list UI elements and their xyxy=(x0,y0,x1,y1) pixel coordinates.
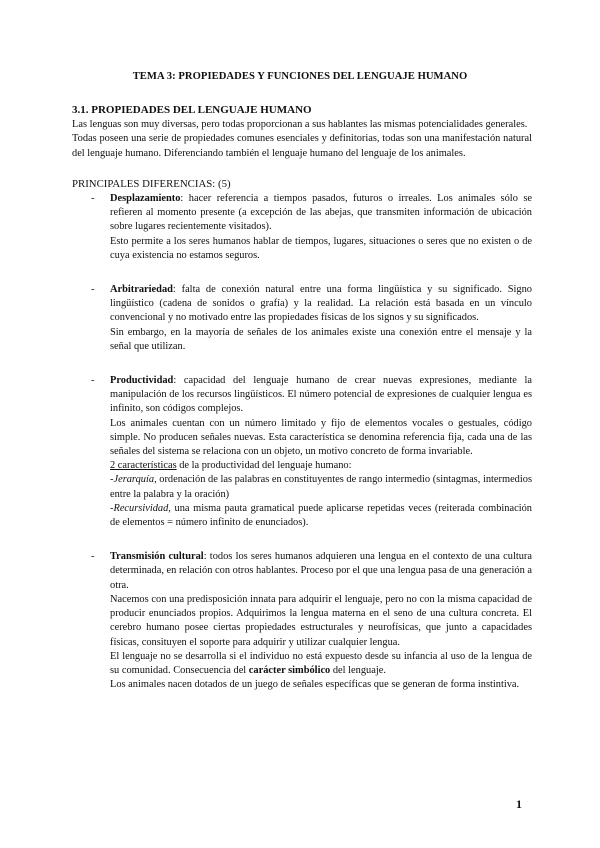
sub-item-term: Jerarquía xyxy=(113,474,155,486)
item-definition xyxy=(110,283,532,326)
symbolic-after: del lenguaje. xyxy=(330,664,386,676)
item-term: Arbitrariedad xyxy=(110,284,173,296)
page-number: 1 xyxy=(516,797,522,811)
item-term: Desplazamiento xyxy=(110,193,181,205)
document-title: TEMA 3: PROPIEDADES Y FUNCIONES DEL LENGUAJE HUMANO xyxy=(132,71,468,82)
item-term: Productividad xyxy=(110,375,174,387)
item-definition-text: : hacer referencia a tiempos pasados, futuros o irreales. Los animales sólo se refieren al momento presente (a excepción de las abejas, que transmiten información de ubicación sobre lugares recientemente visitados). xyxy=(110,193,532,233)
list-item-desplazamiento xyxy=(72,192,532,263)
symbolic-before: El lenguaje no se desarrolla si el individuo no está expuesto desde su infancia al uso de la lengua de su comunidad. Consecuencia del xyxy=(110,650,532,676)
list-item-productividad xyxy=(72,374,532,530)
list-dash: - xyxy=(91,551,95,563)
differences-heading: PRINCIPALES DIFERENCIAS: (5) xyxy=(72,177,231,190)
item-term: Transmisión cultural xyxy=(110,551,204,563)
item-definition-text: : falta de conexión natural entre una forma lingüística y su significado. Signo lingüístico (cadena de sonidos o grafía) y la realidad. La relación está basada en un vínculo convencional y no motivado entre las propiedades físicas de los signos y su significados. xyxy=(110,284,532,324)
characteristics-label: 2 características xyxy=(110,460,177,472)
sub-item-text: , una misma pauta gramatical puede aplicarse repetidas veces (reiterada combinación de elementos = número infinito de enunciados). xyxy=(110,502,532,529)
list-item-arbitrariedad xyxy=(72,283,532,354)
list-dash: - xyxy=(91,375,95,387)
section-heading: 3.1. PROPIEDADES DEL LENGUAJE HUMANO xyxy=(72,104,312,116)
characteristics-line xyxy=(110,459,532,473)
item-extra: Los animales cuentan con un número limitado y fijo de elementos vocales o gestuales, código simple. No producen señales nuevas. Esta característica se denomina referencia fija, cada una de las señales del sistema se relaciona con un objeto, un motivo concreto de forma invariable. xyxy=(110,417,532,458)
sub-item-text: , ordenación de las palabras en constituyentes de rango intermedio (sintagmas, intermedios entre la palabra y la oración) xyxy=(110,474,532,500)
sub-item-prefix: - xyxy=(110,474,114,486)
symbolic-term: carácter simbólico xyxy=(248,664,331,676)
sub-item-term: Recursividad xyxy=(113,502,169,514)
item-definition-text: : todos los seres humanos adquieren una lengua en el contexto de una cultura determinada, en relación con otros hablantes. Proceso por el que una lengua pasa de una generación a otra. xyxy=(110,551,532,591)
list-dash: - xyxy=(91,193,95,205)
differences-list xyxy=(72,192,532,692)
intro-paragraph-2: Todas poseen una serie de propiedades comunes esenciales y definitorias, todas son una manifestación natural del lenguaje humano. Diferenciando también el lenguaje humano del lenguaje de los animales. xyxy=(72,133,532,159)
sub-item-recursividad xyxy=(110,502,532,530)
item-definition-text: : capacidad del lenguaje humano de crear nuevas expresiones, mediante la manipulación de los recursos lingüísticos. El número potencial de expresiones de cualquier lengua es infinito, son códigos complejos. xyxy=(110,375,532,415)
item-definition xyxy=(110,374,532,417)
item-extra: Sin embargo, en la mayoría de señales de los animales existe una conexión entre el mensaje y la señal que utilizan. xyxy=(110,326,532,352)
sub-item-jerarquia xyxy=(110,473,532,501)
item-extra: Esto permite a los seres humanos hablar de tiempos, lugares, situaciones o seres que no existen o de cuya existencia no estamos seguros. xyxy=(110,235,532,261)
list-dash: - xyxy=(91,284,95,296)
item-definition xyxy=(110,192,532,235)
intro-paragraph-1: Las lenguas son muy diversas, pero todas proporcionan a sus hablantes las mismas potencialidades generales. xyxy=(72,119,528,131)
section-properties xyxy=(72,103,532,712)
symbolic-paragraph xyxy=(110,650,532,678)
sub-item-prefix: - xyxy=(110,502,114,514)
list-item-transmision-cultural xyxy=(72,550,532,692)
item-last: Los animales nacen dotados de un juego de señales específicas que se generan de forma instintiva. xyxy=(110,679,520,691)
item-definition xyxy=(110,550,532,593)
characteristics-rest: de la productividad del lenguaje humano: xyxy=(176,460,352,472)
item-extra: Nacemos con una predisposición innata para adquirir el lenguaje, pero no con la misma capacidad de producir enunciados propios. Adquirimos la lengua materna en el seno de una cultura concreta. El cerebro humano posee ciertas propiedades estructurales y neurofísicas, que junto a capacidades físicas, consituyen el soporte para adquirir y utilizar cualquier lengua. xyxy=(110,593,532,648)
